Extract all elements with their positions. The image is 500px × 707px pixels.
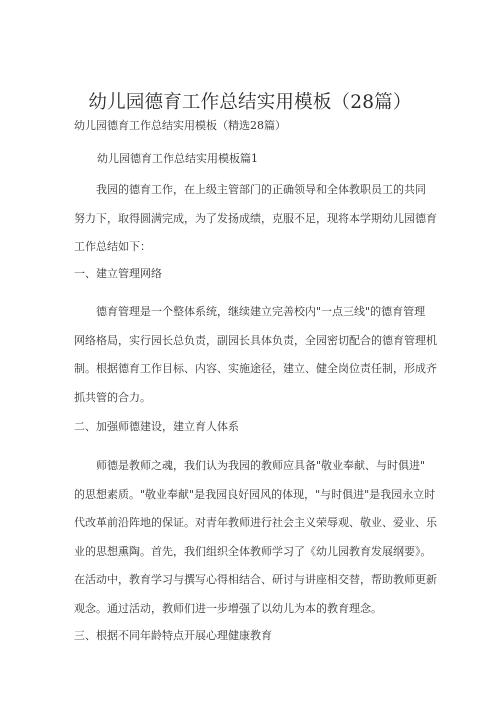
subtitle-text: 幼儿园德育工作总结实用模板（精选28篇）	[74, 119, 286, 132]
paragraph-line: 我园的德育工作，在上级主管部门的正确领导和全体教职员工的共同	[96, 183, 426, 196]
paragraph-line: 制。根据德育工作目标、内容、实施途径，建立、健全岗位责任制，形成齐	[74, 362, 437, 375]
heading-teacher-ethics	[74, 413, 434, 442]
document-subtitle	[74, 112, 434, 141]
paragraph-line: 在活动中，教育学习与撰写心得相结合、研讨与讲座相交替，帮助教师更新	[74, 573, 437, 586]
paragraph-line: 师德是教师之魂，我们认为我园的教师应具备"敬业奉献、与时俱进"	[96, 459, 426, 472]
paragraph-line: 业的思想熏陶。首先，我们组织全体教师学习了《幼儿园教育发展纲要》。	[74, 544, 432, 558]
paragraph-line: 的思想素质。"敬业奉献"是我园良好园风的体现，"与时俱进"是我园永立时	[74, 487, 436, 501]
paragraph-line: 观念。通过活动，教师们进一步增强了以幼儿为本的教育理念。	[74, 601, 382, 615]
heading-text: 二、加强师德建设，建立育人体系	[74, 420, 239, 433]
paragraph-line: 工作总结如下：	[74, 240, 151, 253]
intro-paragraph	[74, 176, 437, 262]
section-heading-text: 幼儿园德育工作总结实用模板篇1	[97, 152, 258, 165]
teacher-ethics-paragraph	[74, 452, 437, 623]
management-paragraph	[74, 298, 437, 412]
paragraph-line: 代改革前沿阵地的保证。对青年教师进行社会主义荣辱观、敬业、爱业、乐	[74, 516, 437, 529]
heading-text: 三、根据不同年龄特点开展心理健康教育	[74, 629, 272, 642]
paragraph-line: 网络格局，实行园长总负责，副园长具体负责，全园密切配合的德育管理机	[74, 333, 437, 347]
section-heading	[97, 145, 457, 174]
paragraph-line: 努力下，取得圆满完成，为了发扬成绩，克服不足，现将本学期幼儿园德育	[74, 211, 437, 225]
heading-mental-health	[74, 622, 434, 651]
paragraph-line: 德育管理是一个整体系统，继续建立完善校内"一点三线"的德育管理	[96, 305, 426, 318]
heading-management-network	[74, 260, 434, 289]
document-title: 幼儿园德育工作总结实用模板（28篇）	[88, 92, 412, 113]
paragraph-line: 抓共管的合力。	[74, 390, 151, 404]
heading-text: 一、建立管理网络	[74, 267, 162, 280]
